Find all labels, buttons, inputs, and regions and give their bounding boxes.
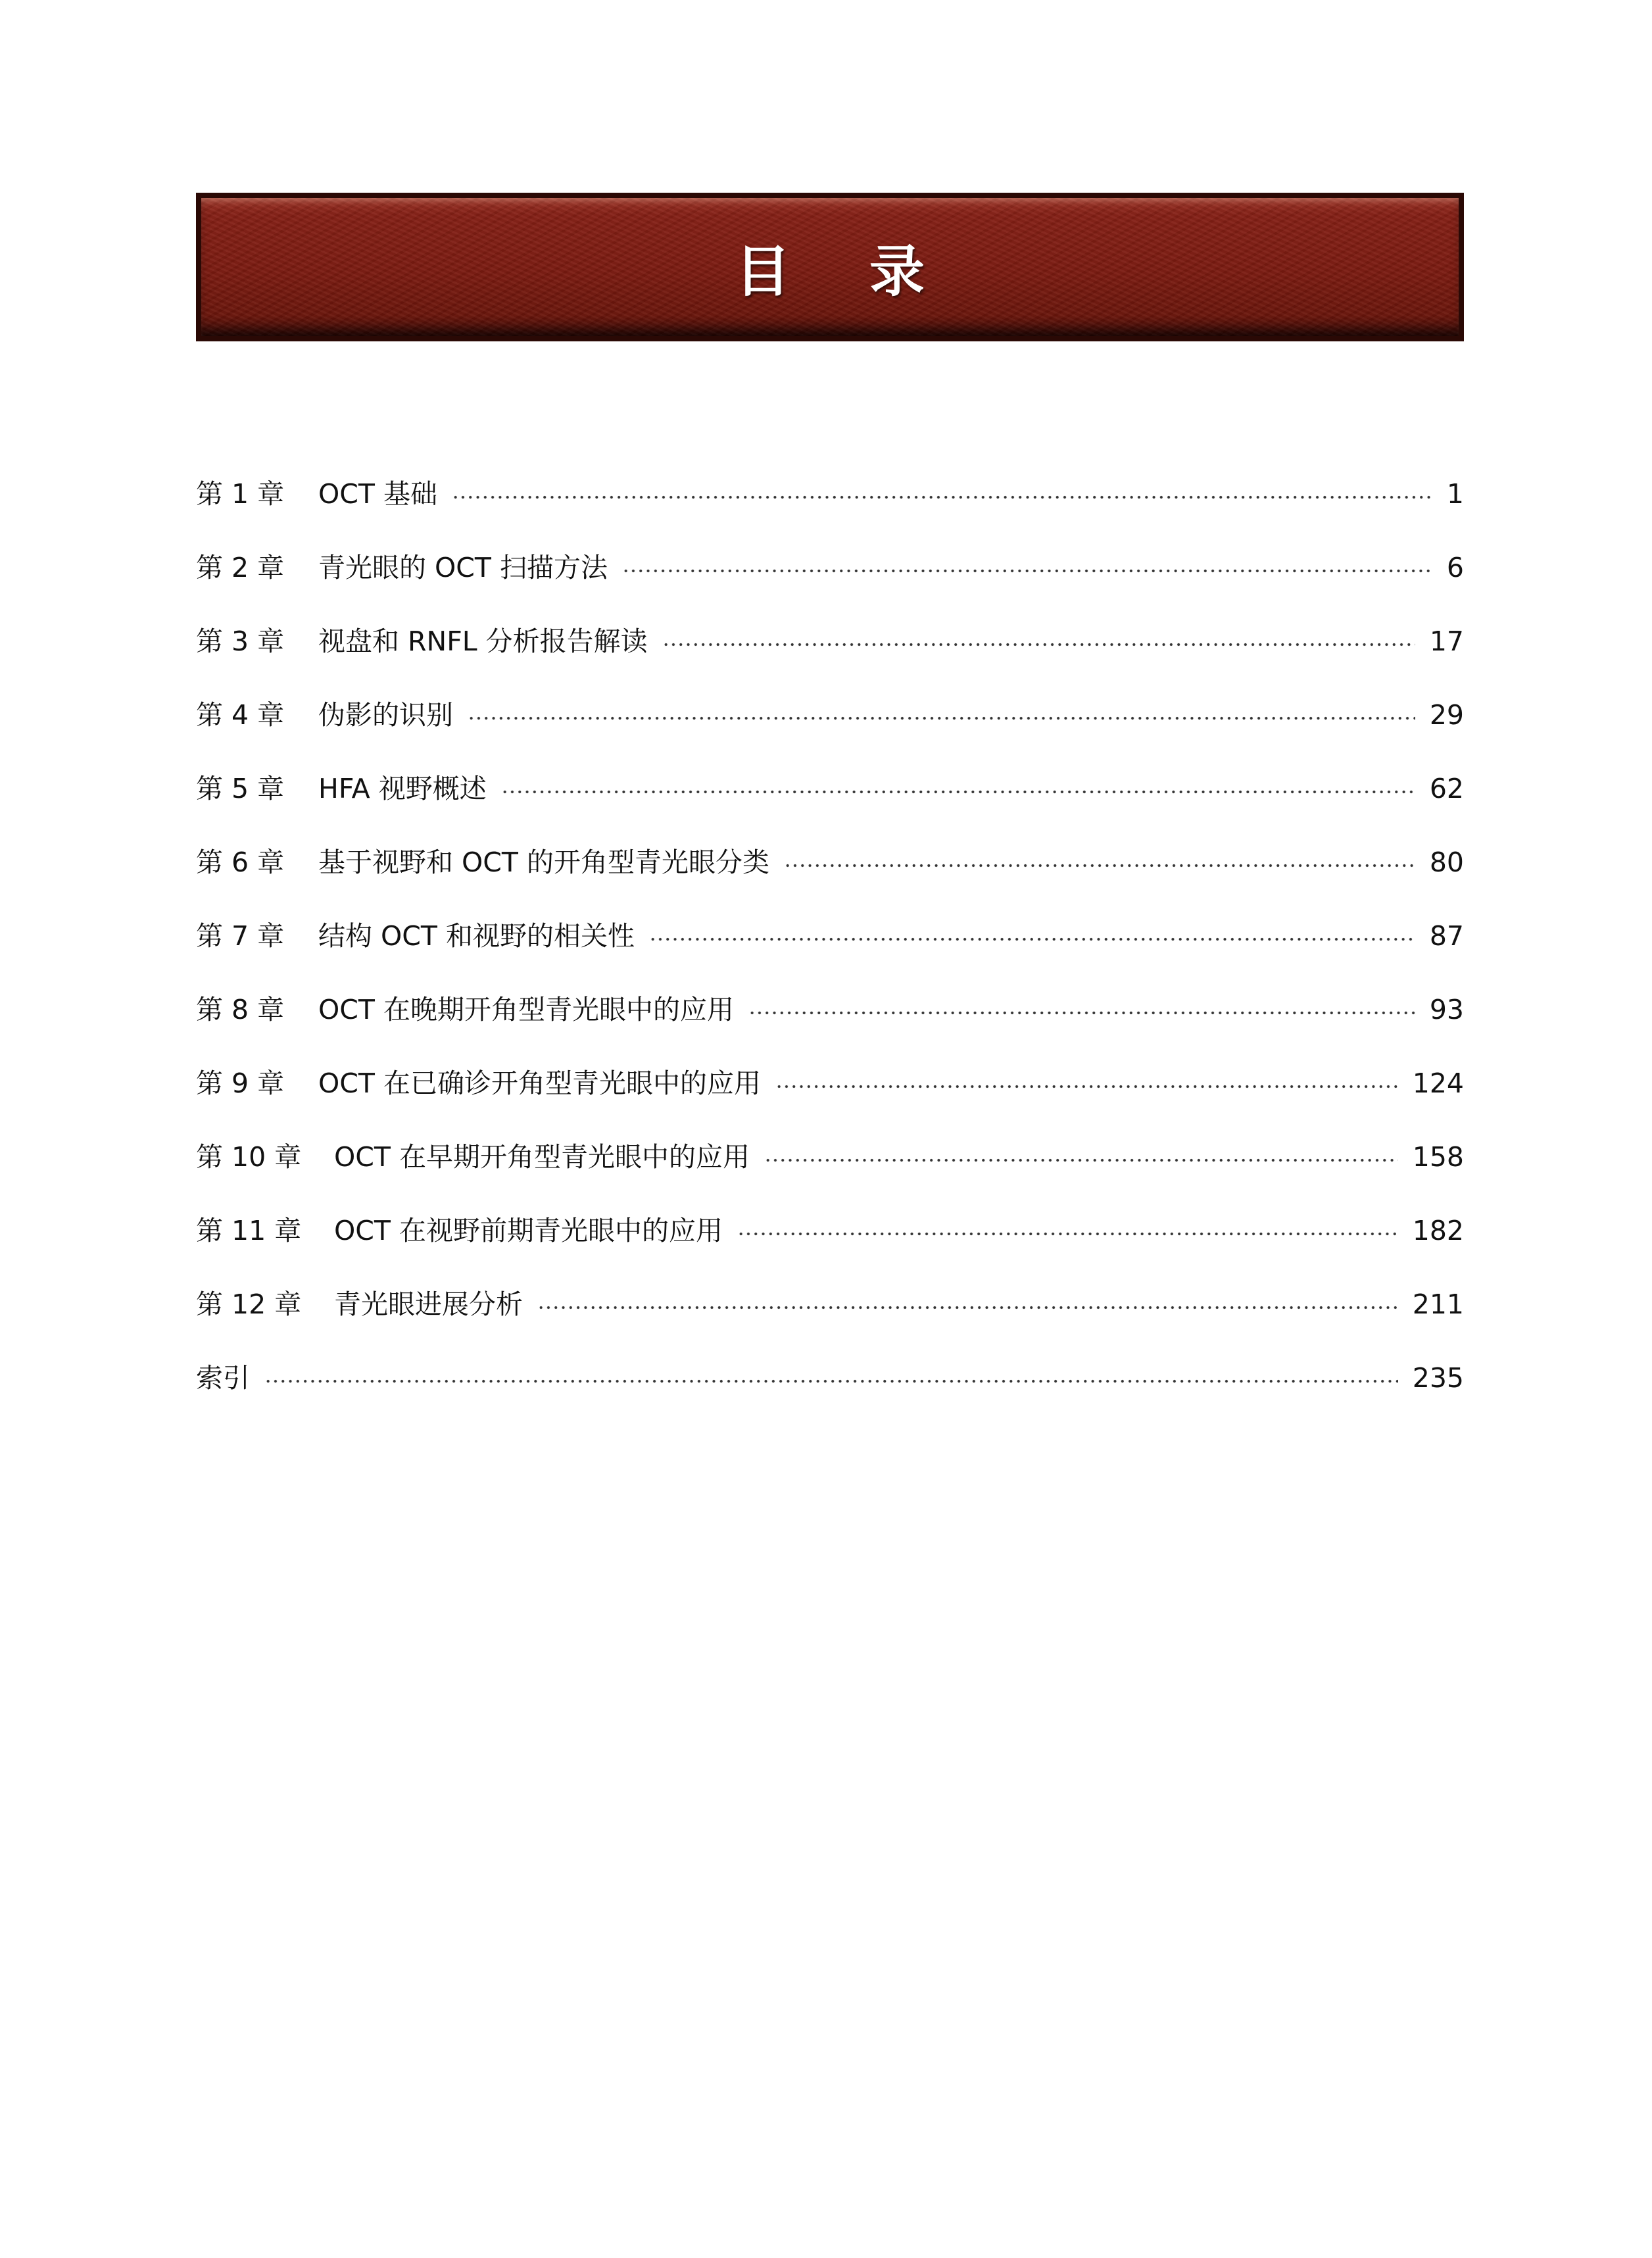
- dot-leader: [649, 937, 1415, 942]
- toc-entry[interactable]: [196, 841, 1464, 884]
- toc-entry[interactable]: [196, 767, 1464, 810]
- dot-leader: [737, 1231, 1398, 1237]
- toc-entry[interactable]: [196, 1283, 1464, 1326]
- dot-leader: [784, 863, 1415, 868]
- dot-leader: [775, 1084, 1398, 1089]
- page-number: 158: [1412, 1141, 1464, 1173]
- page-number: 17: [1429, 626, 1464, 657]
- page-number: 211: [1412, 1289, 1464, 1320]
- chapter-title: 青光眼进展分析: [334, 1289, 523, 1320]
- page-number: 6: [1446, 552, 1464, 583]
- toc-entry[interactable]: [196, 1209, 1464, 1252]
- chapter-number: 第 11 章: [196, 1215, 302, 1246]
- page-title: 目录: [735, 239, 1004, 304]
- toc-entry[interactable]: [196, 914, 1464, 958]
- page-number: 80: [1429, 847, 1464, 878]
- page-number: 93: [1429, 994, 1464, 1025]
- toc-entry[interactable]: [196, 693, 1464, 737]
- dot-leader: [264, 1379, 1398, 1384]
- toc-entry-index[interactable]: [196, 1356, 1464, 1400]
- page-number: 62: [1429, 773, 1464, 804]
- chapter-title: 青光眼的 OCT 扫描方法: [318, 552, 608, 583]
- chapter-number: 第 3 章: [196, 626, 285, 657]
- chapter-title: HFA 视野概述: [318, 773, 487, 804]
- toc-entry[interactable]: [196, 1135, 1464, 1179]
- chapter-number: 第 7 章: [196, 920, 285, 952]
- page-number: 182: [1412, 1215, 1464, 1246]
- toc-entry[interactable]: [196, 472, 1464, 516]
- chapter-number: 第 10 章: [196, 1141, 302, 1173]
- page-number: 124: [1412, 1068, 1464, 1099]
- toc-entry[interactable]: [196, 988, 1464, 1031]
- toc-entry[interactable]: [196, 620, 1464, 663]
- page-number: 87: [1429, 920, 1464, 952]
- dot-leader: [764, 1158, 1398, 1163]
- chapter-number: 第 4 章: [196, 699, 285, 731]
- page-number: 235: [1412, 1362, 1464, 1394]
- title-banner: [196, 193, 1464, 341]
- dot-leader: [468, 716, 1415, 721]
- page-number: 1: [1446, 478, 1464, 510]
- dot-leader: [662, 642, 1415, 647]
- chapter-number: 第 1 章: [196, 478, 285, 510]
- index-title: 索引: [196, 1362, 250, 1394]
- chapter-number: 第 8 章: [196, 994, 285, 1025]
- dot-leader: [452, 495, 1432, 500]
- chapter-title: OCT 在晚期开角型青光眼中的应用: [318, 994, 734, 1025]
- toc-entry[interactable]: [196, 546, 1464, 589]
- dot-leader: [537, 1305, 1398, 1310]
- toc-entry[interactable]: [196, 1062, 1464, 1105]
- dot-leader: [622, 568, 1432, 574]
- chapter-title: OCT 基础: [318, 478, 437, 510]
- chapter-number: 第 12 章: [196, 1289, 302, 1320]
- chapter-title: OCT 在已确诊开角型青光眼中的应用: [318, 1068, 761, 1099]
- chapter-number: 第 5 章: [196, 773, 285, 804]
- chapter-title: 视盘和 RNFL 分析报告解读: [318, 626, 648, 657]
- dot-leader: [501, 789, 1415, 795]
- chapter-number: 第 2 章: [196, 552, 285, 583]
- chapter-title: 基于视野和 OCT 的开角型青光眼分类: [318, 847, 770, 878]
- page-number: 29: [1429, 699, 1464, 731]
- chapter-title: OCT 在早期开角型青光眼中的应用: [334, 1141, 750, 1173]
- chapter-title: OCT 在视野前期青光眼中的应用: [334, 1215, 723, 1246]
- chapter-number: 第 9 章: [196, 1068, 285, 1099]
- chapter-title: 伪影的识别: [318, 699, 453, 731]
- chapter-number: 第 6 章: [196, 847, 285, 878]
- chapter-title: 结构 OCT 和视野的相关性: [318, 920, 635, 952]
- dot-leader: [748, 1010, 1415, 1016]
